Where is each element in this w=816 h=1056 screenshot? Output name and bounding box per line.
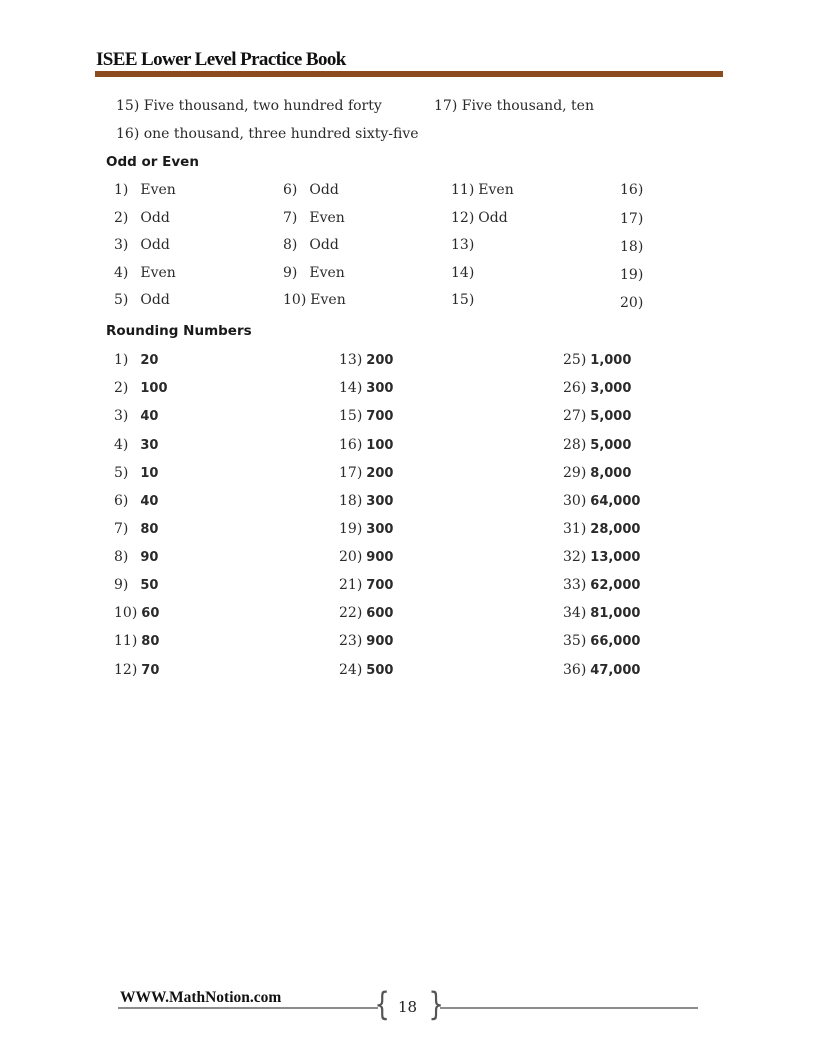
rounding-answer-item — [339, 493, 393, 509]
rounding-answer-item — [563, 380, 631, 396]
page-header-title: ISEE Lower Level Practice Book — [96, 49, 346, 70]
odd-even-answer-item — [451, 265, 478, 281]
odd-even-answer-item — [620, 295, 647, 311]
odd-even-answer-item — [620, 211, 647, 227]
rounding-item-number: 30) — [563, 493, 587, 509]
rounding-item-number: 4) — [114, 437, 129, 453]
odd-even-item-value: Even — [309, 265, 345, 281]
rounding-item-number: 16) — [339, 437, 363, 453]
rounding-item-value: 66,000 — [590, 634, 641, 649]
rounding-item-number: 21) — [339, 577, 363, 593]
rounding-answer-item — [563, 493, 640, 509]
odd-even-item-value: Even — [140, 265, 176, 281]
rounding-item-number: 33) — [563, 577, 587, 593]
odd-even-item-value: Odd — [140, 210, 170, 226]
rounding-item-value: 60 — [141, 606, 160, 621]
page-number: 18 — [398, 998, 418, 1016]
rounding-item-value: 300 — [366, 381, 394, 396]
footer-divider-right — [440, 1007, 698, 1009]
odd-even-item-number: 8) — [283, 237, 298, 253]
rounding-item-value: 300 — [366, 494, 394, 509]
rounding-item-number: 34) — [563, 605, 587, 621]
odd-even-answer-item — [620, 182, 647, 198]
footer-website: WWW.MathNotion.com — [120, 989, 282, 1006]
rounding-answer-item — [339, 465, 393, 481]
odd-even-item-number: 9) — [283, 265, 298, 281]
rounding-item-value: 8,000 — [590, 466, 632, 481]
rounding-item-number: 22) — [339, 605, 363, 621]
rounding-item-value: 700 — [366, 409, 394, 424]
header-divider — [95, 71, 723, 77]
rounding-answer-item — [339, 662, 393, 678]
rounding-item-value: 13,000 — [590, 550, 641, 565]
odd-even-item-number: 13) — [451, 237, 475, 253]
rounding-item-number: 15) — [339, 408, 363, 424]
rounding-answer-item — [114, 352, 158, 368]
rounding-answer-item — [563, 662, 640, 678]
rounding-answer-item — [563, 465, 631, 481]
rounding-item-number: 2) — [114, 380, 129, 396]
rounding-answer-item — [114, 437, 158, 453]
rounding-item-value: 3,000 — [590, 381, 632, 396]
rounding-item-value: 30 — [140, 438, 159, 453]
odd-even-item-number: 4) — [114, 265, 129, 281]
odd-even-item-value: Even — [309, 210, 345, 226]
rounding-answer-item — [339, 380, 393, 396]
rounding-answer-item — [114, 549, 158, 565]
rounding-item-value: 47,000 — [590, 663, 641, 678]
rounding-answer-item — [114, 633, 159, 649]
right-brace-icon: } — [428, 985, 444, 1023]
odd-even-answer-item — [283, 265, 345, 281]
odd-even-heading: Odd or Even — [106, 154, 199, 170]
rounding-item-number: 5) — [114, 465, 129, 481]
rounding-item-value: 20 — [140, 353, 159, 368]
rounding-item-value: 50 — [140, 578, 159, 593]
odd-even-answer-item — [620, 239, 647, 255]
odd-even-item-number: 20) — [620, 295, 644, 311]
odd-even-answer-item — [114, 182, 176, 198]
odd-even-answer-item — [283, 182, 339, 198]
odd-even-answer-item — [620, 267, 647, 283]
rounding-item-number: 23) — [339, 633, 363, 649]
odd-even-item-number: 2) — [114, 210, 129, 226]
odd-even-item-number: 19) — [620, 267, 644, 283]
left-brace-icon: { — [374, 985, 390, 1023]
rounding-item-number: 12) — [114, 662, 138, 678]
rounding-item-value: 300 — [366, 522, 394, 537]
odd-even-item-number: 6) — [283, 182, 298, 198]
rounding-item-number: 7) — [114, 521, 129, 537]
rounding-item-number: 27) — [563, 408, 587, 424]
rounding-item-value: 1,000 — [590, 353, 632, 368]
rounding-item-number: 28) — [563, 437, 587, 453]
odd-even-item-number: 18) — [620, 239, 644, 255]
footer-divider-left — [118, 1007, 378, 1009]
rounding-answer-item — [563, 605, 640, 621]
odd-even-answer-item — [283, 237, 339, 253]
odd-even-item-value: Odd — [478, 210, 508, 226]
rounding-item-number: 18) — [339, 493, 363, 509]
odd-even-item-number: 11) — [451, 182, 475, 198]
rounding-item-value: 28,000 — [590, 522, 641, 537]
odd-even-item-number: 7) — [283, 210, 298, 226]
rounding-item-value: 62,000 — [590, 578, 641, 593]
rounding-item-value: 100 — [366, 438, 394, 453]
rounding-item-number: 10) — [114, 605, 138, 621]
rounding-answer-item — [339, 577, 393, 593]
rounding-item-number: 17) — [339, 465, 363, 481]
rounding-answer-item — [563, 633, 640, 649]
odd-even-item-value: Even — [310, 292, 346, 308]
odd-even-answer-item — [114, 265, 176, 281]
rounding-item-value: 40 — [140, 494, 159, 509]
odd-even-item-number: 10) — [283, 292, 307, 308]
rounding-answer-item — [114, 493, 158, 509]
odd-even-item-value: Odd — [140, 237, 170, 253]
odd-even-answer-item — [114, 237, 170, 253]
rounding-answer-item — [114, 521, 158, 537]
odd-even-answer-item — [114, 210, 170, 226]
rounding-answer-item — [339, 521, 393, 537]
odd-even-item-number: 14) — [451, 265, 475, 281]
odd-even-item-number: 12) — [451, 210, 475, 226]
rounding-item-number: 20) — [339, 549, 363, 565]
word-form-answer-16: 16) one thousand, three hundred sixty-five — [116, 126, 419, 142]
rounding-item-number: 11) — [114, 633, 138, 649]
odd-even-item-number: 5) — [114, 292, 129, 308]
odd-even-item-value: Odd — [140, 292, 170, 308]
word-form-answer-17: 17) Five thousand, ten — [434, 98, 594, 114]
odd-even-answer-item — [283, 292, 346, 308]
odd-even-item-value: Even — [140, 182, 176, 198]
rounding-answer-item — [339, 605, 393, 621]
rounding-item-value: 700 — [366, 578, 394, 593]
rounding-answer-item — [114, 605, 159, 621]
rounding-item-value: 200 — [366, 466, 394, 481]
rounding-answer-item — [114, 577, 158, 593]
odd-even-item-value: Odd — [309, 237, 339, 253]
odd-even-answer-item — [283, 210, 345, 226]
rounding-item-number: 8) — [114, 549, 129, 565]
rounding-item-value: 70 — [141, 663, 160, 678]
odd-even-item-value: Odd — [309, 182, 339, 198]
rounding-answer-item — [339, 437, 393, 453]
rounding-item-value: 90 — [140, 550, 159, 565]
odd-even-item-number: 17) — [620, 211, 644, 227]
rounding-item-number: 13) — [339, 352, 363, 368]
rounding-answer-item — [114, 380, 168, 396]
rounding-item-number: 6) — [114, 493, 129, 509]
rounding-answer-item — [339, 352, 393, 368]
rounding-item-value: 10 — [140, 466, 159, 481]
rounding-item-number: 9) — [114, 577, 129, 593]
rounding-item-number: 35) — [563, 633, 587, 649]
rounding-answer-item — [563, 577, 640, 593]
rounding-item-number: 26) — [563, 380, 587, 396]
odd-even-answer-item — [451, 210, 508, 226]
rounding-item-value: 5,000 — [590, 409, 632, 424]
rounding-item-value: 600 — [366, 606, 394, 621]
rounding-answer-item — [339, 549, 393, 565]
odd-even-item-number: 16) — [620, 182, 644, 198]
rounding-item-number: 1) — [114, 352, 129, 368]
rounding-item-number: 14) — [339, 380, 363, 396]
rounding-answer-item — [563, 437, 631, 453]
rounding-item-value: 100 — [140, 381, 168, 396]
odd-even-answer-item — [451, 182, 514, 198]
rounding-item-value: 900 — [366, 550, 394, 565]
rounding-item-value: 80 — [140, 522, 159, 537]
rounding-item-value: 500 — [366, 663, 394, 678]
rounding-answer-item — [339, 408, 393, 424]
rounding-item-number: 25) — [563, 352, 587, 368]
rounding-answer-item — [563, 408, 631, 424]
rounding-answer-item — [114, 408, 158, 424]
rounding-item-value: 81,000 — [590, 606, 641, 621]
rounding-item-value: 40 — [140, 409, 159, 424]
rounding-answer-item — [563, 521, 640, 537]
odd-even-answer-item — [451, 292, 478, 308]
odd-even-item-number: 1) — [114, 182, 129, 198]
odd-even-item-number: 15) — [451, 292, 475, 308]
rounding-item-number: 31) — [563, 521, 587, 537]
rounding-item-value: 5,000 — [590, 438, 632, 453]
rounding-item-value: 64,000 — [590, 494, 641, 509]
odd-even-item-value: Even — [478, 182, 514, 198]
rounding-item-number: 24) — [339, 662, 363, 678]
rounding-answer-item — [339, 633, 393, 649]
rounding-item-value: 900 — [366, 634, 394, 649]
rounding-item-number: 32) — [563, 549, 587, 565]
rounding-item-number: 29) — [563, 465, 587, 481]
odd-even-answer-item — [114, 292, 170, 308]
rounding-answer-item — [563, 549, 640, 565]
rounding-answer-item — [114, 465, 158, 481]
word-form-answer-15: 15) Five thousand, two hundred forty — [116, 98, 382, 114]
rounding-item-value: 80 — [141, 634, 160, 649]
rounding-answer-item — [563, 352, 631, 368]
rounding-item-number: 19) — [339, 521, 363, 537]
rounding-item-value: 200 — [366, 353, 394, 368]
rounding-item-number: 3) — [114, 408, 129, 424]
rounding-heading: Rounding Numbers — [106, 323, 252, 339]
rounding-answer-item — [114, 662, 159, 678]
odd-even-answer-item — [451, 237, 478, 253]
odd-even-item-number: 3) — [114, 237, 129, 253]
rounding-item-number: 36) — [563, 662, 587, 678]
